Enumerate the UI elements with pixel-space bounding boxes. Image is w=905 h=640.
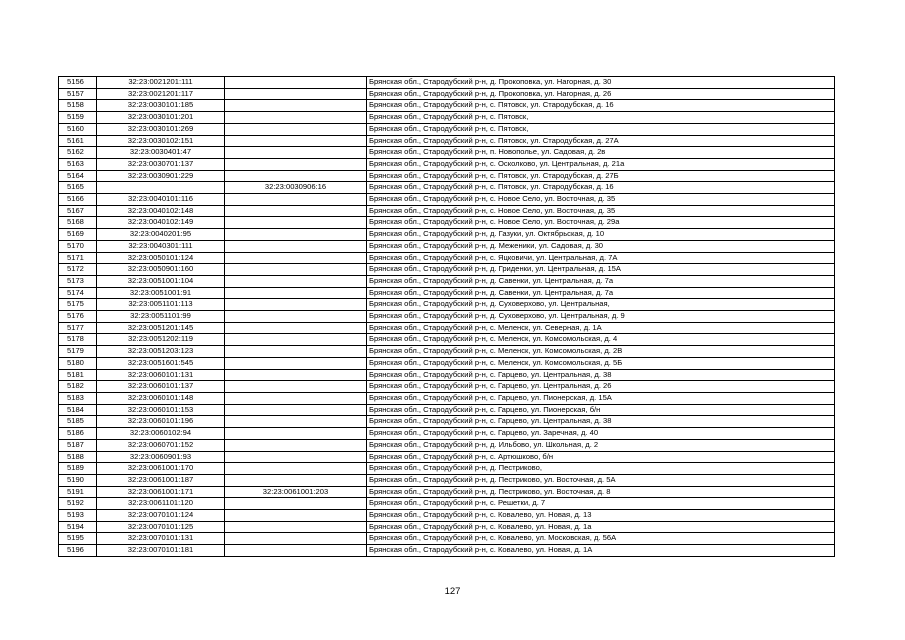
- row-number-cell: 5158: [59, 100, 97, 112]
- table-row: [59, 135, 835, 147]
- cadastral-number-cell: 32:23:0040201:95: [97, 229, 225, 241]
- cadastral-number-cell: 32:23:0021201:111: [97, 77, 225, 89]
- address-cell: Брянская обл., Стародубский р-н, д. Прокоповка, ул. Нагорная, д. 26: [367, 88, 835, 100]
- address-cell: Брянская обл., Стародубский р-н, д. Газуки, ул. Октябрьская, д. 10: [367, 229, 835, 241]
- related-cadastral-number-cell: [225, 299, 367, 311]
- row-number-cell: 5175: [59, 299, 97, 311]
- row-number-cell: 5179: [59, 346, 97, 358]
- registry-table: [58, 76, 835, 557]
- cadastral-number-cell: 32:23:0030901:229: [97, 170, 225, 182]
- row-number-cell: 5174: [59, 287, 97, 299]
- address-cell: Брянская обл., Стародубский р-н, с. Новое Село, ул. Восточная, д. 29а: [367, 217, 835, 229]
- related-cadastral-number-cell: [225, 463, 367, 475]
- address-cell: Брянская обл., Стародубский р-н, с. Ковалево, ул. Новая, д. 13: [367, 510, 835, 522]
- cadastral-number-cell: 32:23:0060101:137: [97, 381, 225, 393]
- row-number-cell: 5160: [59, 123, 97, 135]
- address-cell: Брянская обл., Стародубский р-н, с. Гарцево, ул. Центральная, д. 26: [367, 381, 835, 393]
- related-cadastral-number-cell: [225, 510, 367, 522]
- address-cell: Брянская обл., Стародубский р-н, с. Меленск, ул. Комсомольская, д. 2В: [367, 346, 835, 358]
- address-cell: Брянская обл., Стародубский р-н, п. Новополье, ул. Садовая, д. 2в: [367, 147, 835, 159]
- related-cadastral-number-cell: [225, 404, 367, 416]
- cadastral-number-cell: 32:23:0060101:153: [97, 404, 225, 416]
- row-number-cell: 5182: [59, 381, 97, 393]
- row-number-cell: 5156: [59, 77, 97, 89]
- cadastral-number-cell: 32:23:0070101:125: [97, 521, 225, 533]
- table-row: [59, 498, 835, 510]
- row-number-cell: 5193: [59, 510, 97, 522]
- table-row: [59, 100, 835, 112]
- address-cell: Брянская обл., Стародубский р-н, с. Гарцево, ул. Пионерская, б/н: [367, 404, 835, 416]
- cadastral-number-cell: 32:23:0030101:269: [97, 123, 225, 135]
- row-number-cell: 5177: [59, 322, 97, 334]
- row-number-cell: 5184: [59, 404, 97, 416]
- row-number-cell: 5159: [59, 112, 97, 124]
- row-number-cell: 5188: [59, 451, 97, 463]
- address-cell: Брянская обл., Стародубский р-н, д. Меженики, ул. Садовая, д. 30: [367, 240, 835, 252]
- row-number-cell: 5192: [59, 498, 97, 510]
- row-number-cell: 5166: [59, 194, 97, 206]
- table-row: [59, 240, 835, 252]
- table-row: [59, 392, 835, 404]
- related-cadastral-number-cell: [225, 158, 367, 170]
- cadastral-number-cell: 32:23:0051601:545: [97, 357, 225, 369]
- table-row: [59, 428, 835, 440]
- address-cell: Брянская обл., Стародубский р-н, д. Пестриково, ул. Восточная, д. 8: [367, 486, 835, 498]
- cadastral-number-cell: 32:23:0060102:94: [97, 428, 225, 440]
- row-number-cell: 5183: [59, 392, 97, 404]
- row-number-cell: 5171: [59, 252, 97, 264]
- cadastral-number-cell: 32:23:0070101:181: [97, 545, 225, 557]
- related-cadastral-number-cell: [225, 416, 367, 428]
- address-cell: Брянская обл., Стародубский р-н, д. Пестриково, ул. Восточная, д. 5А: [367, 474, 835, 486]
- address-cell: Брянская обл., Стародубский р-н, с. Пятовск,: [367, 123, 835, 135]
- row-number-cell: 5168: [59, 217, 97, 229]
- row-number-cell: 5194: [59, 521, 97, 533]
- cadastral-number-cell: [97, 182, 225, 194]
- related-cadastral-number-cell: [225, 439, 367, 451]
- row-number-cell: 5181: [59, 369, 97, 381]
- related-cadastral-number-cell: [225, 229, 367, 241]
- row-number-cell: 5189: [59, 463, 97, 475]
- cadastral-number-cell: 32:23:0040101:116: [97, 194, 225, 206]
- cadastral-number-cell: 32:23:0061001:187: [97, 474, 225, 486]
- row-number-cell: 5169: [59, 229, 97, 241]
- related-cadastral-number-cell: [225, 264, 367, 276]
- table-row: [59, 194, 835, 206]
- related-cadastral-number-cell: [225, 205, 367, 217]
- table-row: [59, 474, 835, 486]
- table-row: [59, 533, 835, 545]
- table-row: [59, 299, 835, 311]
- row-number-cell: 5190: [59, 474, 97, 486]
- cadastral-number-cell: 32:23:0060101:131: [97, 369, 225, 381]
- table-row: [59, 182, 835, 194]
- table-row: [59, 439, 835, 451]
- table-body: [59, 77, 835, 557]
- table-row: [59, 88, 835, 100]
- cadastral-number-cell: 32:23:0061001:170: [97, 463, 225, 475]
- row-number-cell: 5173: [59, 275, 97, 287]
- cadastral-number-cell: 32:23:0030102:151: [97, 135, 225, 147]
- cadastral-number-cell: 32:23:0040102:148: [97, 205, 225, 217]
- row-number-cell: 5172: [59, 264, 97, 276]
- row-number-cell: 5187: [59, 439, 97, 451]
- address-cell: Брянская обл., Стародубский р-н, с. Пятовск, ул. Стародубская, д. 27Б: [367, 170, 835, 182]
- address-cell: Брянская обл., Стародубский р-н, с. Гарцево, ул. Пионерская, д. 15А: [367, 392, 835, 404]
- address-cell: Брянская обл., Стародубский р-н, д. Савенки, ул. Центральная, д. 7а: [367, 275, 835, 287]
- address-cell: Брянская обл., Стародубский р-н, с. Меленск, ул. Комсомольская, д. 4: [367, 334, 835, 346]
- address-cell: Брянская обл., Стародубский р-н, с. Ковалево, ул. Новая, д. 1а: [367, 521, 835, 533]
- related-cadastral-number-cell: [225, 533, 367, 545]
- cadastral-number-cell: 32:23:0060901:93: [97, 451, 225, 463]
- table-row: [59, 287, 835, 299]
- table-row: [59, 463, 835, 475]
- table-row: [59, 252, 835, 264]
- related-cadastral-number-cell: [225, 194, 367, 206]
- address-cell: Брянская обл., Стародубский р-н, д. Ильбово, ул. Школьная, д. 2: [367, 439, 835, 451]
- address-cell: Брянская обл., Стародубский р-н, с. Пятовск, ул. Стародубская, д. 16: [367, 182, 835, 194]
- table-row: [59, 205, 835, 217]
- address-cell: Брянская обл., Стародубский р-н, д. Савенки, ул. Центральная, д. 7а: [367, 287, 835, 299]
- row-number-cell: 5161: [59, 135, 97, 147]
- table-row: [59, 77, 835, 89]
- address-cell: Брянская обл., Стародубский р-н, д. Гриденки, ул. Центральная, д. 15А: [367, 264, 835, 276]
- row-number-cell: 5157: [59, 88, 97, 100]
- row-number-cell: 5163: [59, 158, 97, 170]
- related-cadastral-number-cell: [225, 428, 367, 440]
- cadastral-number-cell: 32:23:0051001:91: [97, 287, 225, 299]
- cadastral-number-cell: 32:23:0060101:148: [97, 392, 225, 404]
- address-cell: Брянская обл., Стародубский р-н, д. Суховерхово, ул. Центральная,: [367, 299, 835, 311]
- cadastral-number-cell: 32:23:0051001:104: [97, 275, 225, 287]
- related-cadastral-number-cell: [225, 112, 367, 124]
- address-cell: Брянская обл., Стародубский р-н, с. Пятовск, ул. Стародубская, д. 16: [367, 100, 835, 112]
- cadastral-number-cell: 32:23:0030701:137: [97, 158, 225, 170]
- row-number-cell: 5162: [59, 147, 97, 159]
- row-number-cell: 5191: [59, 486, 97, 498]
- cadastral-number-cell: 32:23:0030101:201: [97, 112, 225, 124]
- cadastral-number-cell: 32:23:0050101:124: [97, 252, 225, 264]
- related-cadastral-number-cell: 32:23:0061001:203: [225, 486, 367, 498]
- related-cadastral-number-cell: [225, 123, 367, 135]
- table-row: [59, 369, 835, 381]
- related-cadastral-number-cell: [225, 311, 367, 323]
- address-cell: Брянская обл., Стародубский р-н, с. Решетки, д. 7: [367, 498, 835, 510]
- cadastral-number-cell: 32:23:0021201:117: [97, 88, 225, 100]
- table-row: [59, 521, 835, 533]
- related-cadastral-number-cell: 32:23:0030906:16: [225, 182, 367, 194]
- related-cadastral-number-cell: [225, 77, 367, 89]
- table-row: [59, 486, 835, 498]
- cadastral-number-cell: 32:23:0051202:119: [97, 334, 225, 346]
- cadastral-number-cell: 32:23:0070101:131: [97, 533, 225, 545]
- address-cell: Брянская обл., Стародубский р-н, д. Суховерхово, ул. Центральная, д. 9: [367, 311, 835, 323]
- address-cell: Брянская обл., Стародубский р-н, с. Пятовск,: [367, 112, 835, 124]
- cadastral-number-cell: 32:23:0040102:149: [97, 217, 225, 229]
- table-row: [59, 416, 835, 428]
- address-cell: Брянская обл., Стародубский р-н, с. Меленск, ул. Северная, д. 1А: [367, 322, 835, 334]
- cadastral-number-cell: 32:23:0061101:120: [97, 498, 225, 510]
- address-cell: Брянская обл., Стародубский р-н, с. Гарцево, ул. Центральная, д. 38: [367, 369, 835, 381]
- address-cell: Брянская обл., Стародубский р-н, с. Пятовск, ул. Стародубская, д. 27А: [367, 135, 835, 147]
- table-row: [59, 147, 835, 159]
- row-number-cell: 5186: [59, 428, 97, 440]
- table-row: [59, 158, 835, 170]
- address-cell: Брянская обл., Стародубский р-н, с. Гарцево, ул. Заречная, д. 40: [367, 428, 835, 440]
- related-cadastral-number-cell: [225, 147, 367, 159]
- related-cadastral-number-cell: [225, 334, 367, 346]
- related-cadastral-number-cell: [225, 498, 367, 510]
- table-row: [59, 451, 835, 463]
- table-row: [59, 275, 835, 287]
- row-number-cell: 5170: [59, 240, 97, 252]
- table-row: [59, 112, 835, 124]
- row-number-cell: 5180: [59, 357, 97, 369]
- related-cadastral-number-cell: [225, 170, 367, 182]
- related-cadastral-number-cell: [225, 100, 367, 112]
- related-cadastral-number-cell: [225, 135, 367, 147]
- related-cadastral-number-cell: [225, 240, 367, 252]
- related-cadastral-number-cell: [225, 545, 367, 557]
- cadastral-number-cell: 32:23:0050901:160: [97, 264, 225, 276]
- cadastral-number-cell: 32:23:0030401:47: [97, 147, 225, 159]
- address-cell: Брянская обл., Стародубский р-н, с. Ковалево, ул. Московская, д. 56А: [367, 533, 835, 545]
- related-cadastral-number-cell: [225, 451, 367, 463]
- address-cell: Брянская обл., Стародубский р-н, с. Новое Село, ул. Восточная, д. 35: [367, 205, 835, 217]
- related-cadastral-number-cell: [225, 357, 367, 369]
- related-cadastral-number-cell: [225, 287, 367, 299]
- cadastral-number-cell: 32:23:0051203:123: [97, 346, 225, 358]
- related-cadastral-number-cell: [225, 252, 367, 264]
- address-cell: Брянская обл., Стародубский р-н, с. Меленск, ул. Комсомольская, д. 5Б: [367, 357, 835, 369]
- related-cadastral-number-cell: [225, 275, 367, 287]
- cadastral-number-cell: 32:23:0060101:196: [97, 416, 225, 428]
- address-cell: Брянская обл., Стародубский р-н, с. Осколково, ул. Центральная, д. 21а: [367, 158, 835, 170]
- row-number-cell: 5167: [59, 205, 97, 217]
- address-cell: Брянская обл., Стародубский р-н, с. Новое Село, ул. Восточная, д. 35: [367, 194, 835, 206]
- table-row: [59, 311, 835, 323]
- table-row: [59, 357, 835, 369]
- row-number-cell: 5164: [59, 170, 97, 182]
- row-number-cell: 5196: [59, 545, 97, 557]
- related-cadastral-number-cell: [225, 322, 367, 334]
- related-cadastral-number-cell: [225, 392, 367, 404]
- address-cell: Брянская обл., Стародубский р-н, с. Ковалево, ул. Новая, д. 1А: [367, 545, 835, 557]
- row-number-cell: 5195: [59, 533, 97, 545]
- related-cadastral-number-cell: [225, 88, 367, 100]
- table-row: [59, 217, 835, 229]
- related-cadastral-number-cell: [225, 474, 367, 486]
- cadastral-number-cell: 32:23:0030101:185: [97, 100, 225, 112]
- table-row: [59, 510, 835, 522]
- table-row: [59, 334, 835, 346]
- table-row: [59, 264, 835, 276]
- row-number-cell: 5185: [59, 416, 97, 428]
- address-cell: Брянская обл., Стародубский р-н, д. Прокоповка, ул. Нагорная, д. 30: [367, 77, 835, 89]
- cadastral-number-cell: 32:23:0070101:124: [97, 510, 225, 522]
- related-cadastral-number-cell: [225, 346, 367, 358]
- cadastral-number-cell: 32:23:0051101:99: [97, 311, 225, 323]
- table-row: [59, 123, 835, 135]
- table-row: [59, 545, 835, 557]
- related-cadastral-number-cell: [225, 369, 367, 381]
- cadastral-number-cell: 32:23:0061001:171: [97, 486, 225, 498]
- cadastral-number-cell: 32:23:0051201:145: [97, 322, 225, 334]
- page-number: 127: [444, 586, 461, 597]
- table-row: [59, 170, 835, 182]
- cadastral-number-cell: 32:23:0040301:111: [97, 240, 225, 252]
- cadastral-number-cell: 32:23:0051101:113: [97, 299, 225, 311]
- row-number-cell: 5176: [59, 311, 97, 323]
- table-row: [59, 404, 835, 416]
- table-row: [59, 322, 835, 334]
- table-row: [59, 381, 835, 393]
- cadastral-number-cell: 32:23:0060701:152: [97, 439, 225, 451]
- address-cell: Брянская обл., Стародубский р-н, д. Пестриково,: [367, 463, 835, 475]
- related-cadastral-number-cell: [225, 381, 367, 393]
- related-cadastral-number-cell: [225, 521, 367, 533]
- address-cell: Брянская обл., Стародубский р-н, с. Гарцево, ул. Центральная, д. 38: [367, 416, 835, 428]
- address-cell: Брянская обл., Стародубский р-н, с. Яцковичи, ул. Центральная, д. 7А: [367, 252, 835, 264]
- address-cell: Брянская обл., Стародубский р-н, с. Артюшково, б/н: [367, 451, 835, 463]
- row-number-cell: 5165: [59, 182, 97, 194]
- related-cadastral-number-cell: [225, 217, 367, 229]
- row-number-cell: 5178: [59, 334, 97, 346]
- table-row: [59, 229, 835, 241]
- table-row: [59, 346, 835, 358]
